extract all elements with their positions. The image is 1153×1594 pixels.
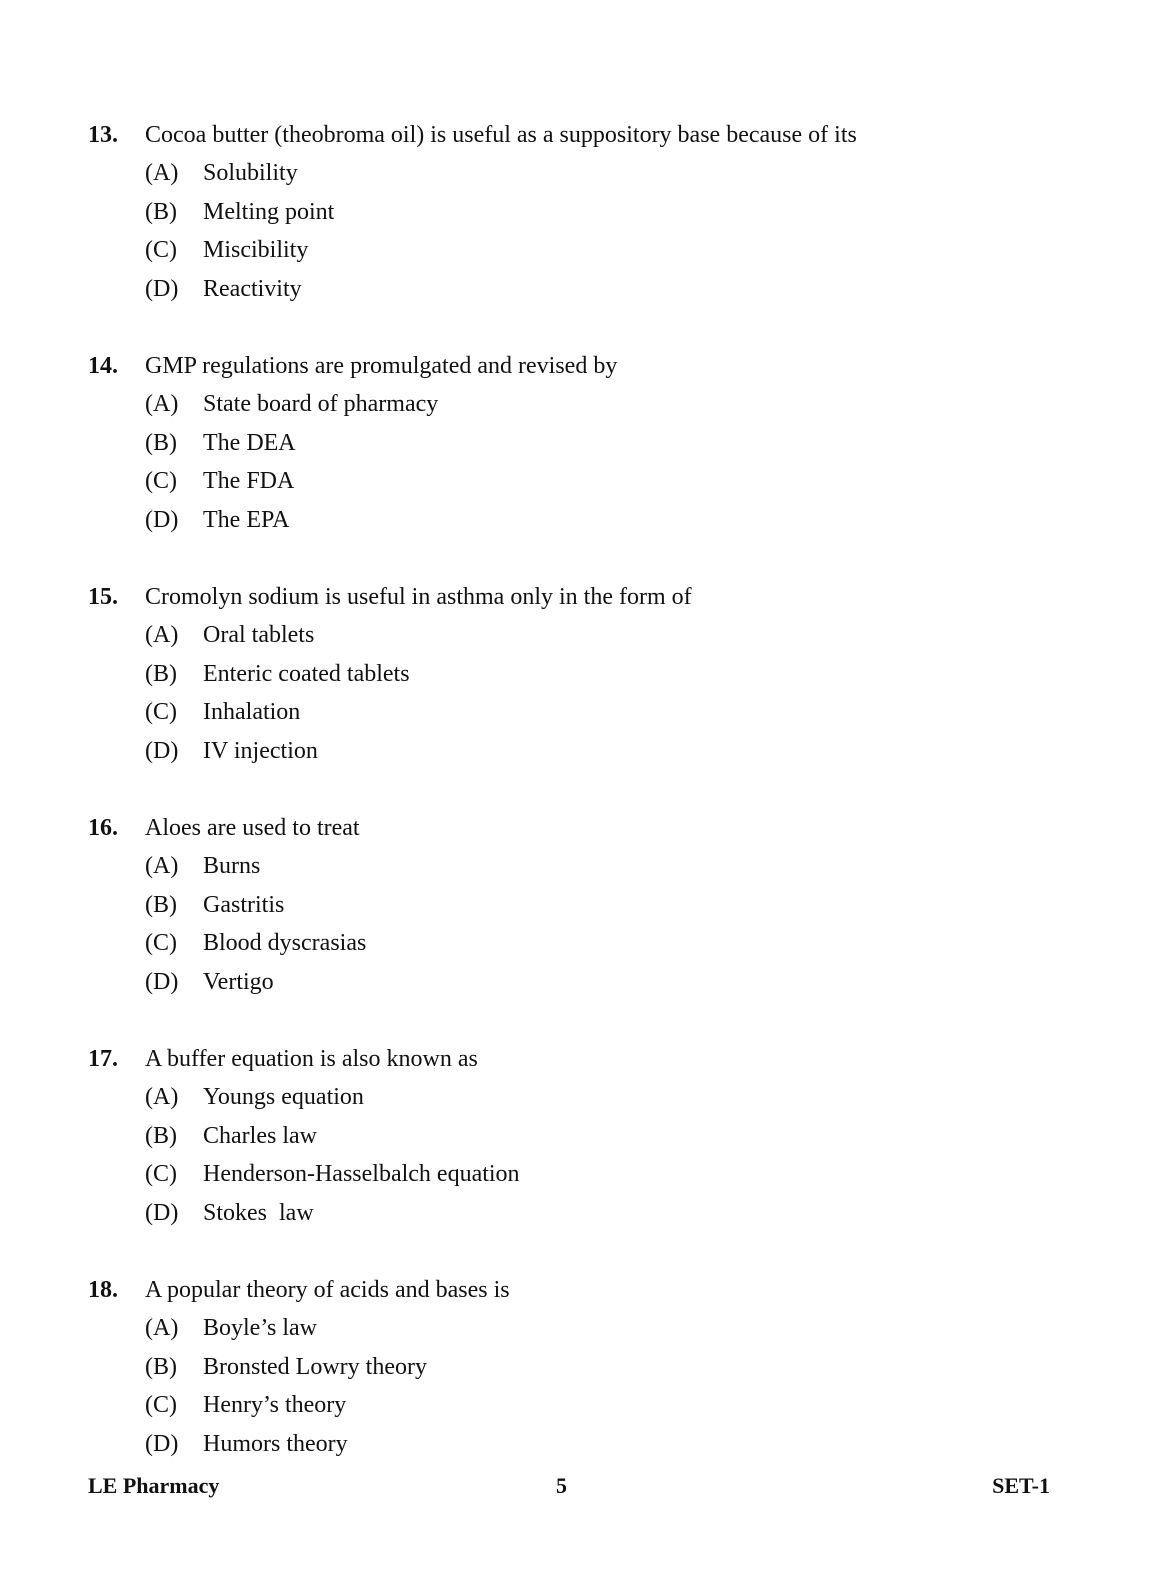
question-text: A buffer equation is also known as [145, 1046, 478, 1072]
option-text: Charles law [203, 1122, 317, 1149]
option-label: (A) [145, 853, 179, 879]
page-footer [88, 1470, 1050, 1502]
question-stem [88, 116, 1088, 154]
option-a [88, 154, 1088, 193]
question-number: 16. [88, 815, 118, 841]
option-c [88, 924, 1088, 963]
option-text: Burns [203, 853, 261, 879]
option-label: (B) [145, 429, 177, 456]
option-text: Boyle’s law [203, 1315, 317, 1341]
option-label: (A) [145, 391, 179, 417]
option-c [88, 1155, 1088, 1194]
option-label: (D) [145, 969, 179, 996]
option-text: Henderson-Hasselbalch equation [203, 1161, 520, 1188]
option-label: (D) [145, 1200, 179, 1227]
option-b [88, 424, 1088, 463]
option-text: Inhalation [203, 699, 301, 726]
question-number: 18. [88, 1277, 118, 1303]
option-text: The EPA [203, 507, 290, 534]
option-label: (B) [145, 1353, 177, 1380]
question-number: 14. [88, 353, 118, 379]
question-stem [88, 578, 1088, 616]
question-text: Aloes are used to treat [145, 815, 360, 841]
option-a [88, 1309, 1088, 1348]
option-d [88, 1194, 1088, 1233]
question-stem [88, 1040, 1088, 1078]
option-label: (B) [145, 660, 177, 687]
option-d [88, 732, 1088, 771]
option-label: (C) [145, 930, 177, 957]
option-c [88, 462, 1088, 501]
option-text: Youngs equation [203, 1084, 364, 1110]
option-b [88, 193, 1088, 232]
option-text: The DEA [203, 429, 296, 456]
option-label: (A) [145, 1315, 179, 1341]
option-c [88, 1386, 1088, 1425]
option-label: (C) [145, 1392, 177, 1419]
question-number: 17. [88, 1046, 118, 1072]
subject-label: LE Pharmacy [88, 1473, 220, 1498]
option-label: (C) [145, 699, 177, 726]
option-text: The FDA [203, 468, 295, 495]
option-a [88, 847, 1088, 886]
option-text: Vertigo [203, 969, 274, 996]
question-16 [88, 809, 1088, 1002]
option-label: (D) [145, 1431, 179, 1458]
option-label: (C) [145, 468, 177, 495]
option-text: Stokes law [203, 1200, 314, 1227]
option-text: Humors theory [203, 1431, 348, 1458]
option-label: (B) [145, 891, 177, 918]
option-c [88, 231, 1088, 270]
question-15 [88, 578, 1088, 771]
question-stem [88, 347, 1088, 385]
question-text: A popular theory of acids and bases is [145, 1277, 510, 1303]
option-text: Bronsted Lowry theory [203, 1353, 427, 1380]
option-label: (C) [145, 1161, 177, 1188]
question-stem [88, 1271, 1088, 1309]
question-14 [88, 347, 1088, 540]
question-18 [88, 1271, 1088, 1464]
option-d [88, 501, 1088, 540]
option-text: Henry’s theory [203, 1392, 347, 1419]
option-b [88, 1348, 1088, 1387]
option-text: Reactivity [203, 276, 302, 303]
question-number: 15. [88, 584, 118, 610]
option-text: Gastritis [203, 891, 285, 918]
option-a [88, 1078, 1088, 1117]
option-label: (A) [145, 622, 179, 648]
option-a [88, 385, 1088, 424]
option-label: (B) [145, 198, 177, 225]
option-d [88, 270, 1088, 309]
option-label: (D) [145, 507, 179, 534]
question-text: Cromolyn sodium is useful in asthma only in the form of [145, 584, 692, 610]
question-17 [88, 1040, 1088, 1233]
option-b [88, 886, 1088, 925]
question-text: Cocoa butter (theobroma oil) is useful as a suppository base because of its [145, 122, 857, 148]
option-label: (D) [145, 276, 179, 303]
option-d [88, 963, 1088, 1002]
option-text: State board of pharmacy [203, 391, 439, 417]
set-label: SET-1 [992, 1473, 1050, 1498]
option-text: IV injection [203, 738, 318, 765]
question-stem [88, 809, 1088, 847]
option-b [88, 1117, 1088, 1156]
option-text: Solubility [203, 160, 298, 186]
option-d [88, 1425, 1088, 1464]
option-label: (C) [145, 237, 177, 264]
option-label: (D) [145, 738, 179, 765]
page-number: 5 [556, 1473, 567, 1498]
question-number: 13. [88, 122, 118, 148]
option-label: (B) [145, 1122, 177, 1149]
option-c [88, 693, 1088, 732]
option-b [88, 655, 1088, 694]
option-text: Enteric coated tablets [203, 660, 410, 687]
option-text: Melting point [203, 198, 335, 225]
question-text: GMP regulations are promulgated and revised by [145, 353, 618, 379]
question-13 [88, 116, 1088, 309]
option-label: (A) [145, 160, 179, 186]
option-text: Blood dyscrasias [203, 930, 367, 957]
option-text: Miscibility [203, 237, 309, 264]
option-a [88, 616, 1088, 655]
option-label: (A) [145, 1084, 179, 1110]
option-text: Oral tablets [203, 622, 315, 648]
